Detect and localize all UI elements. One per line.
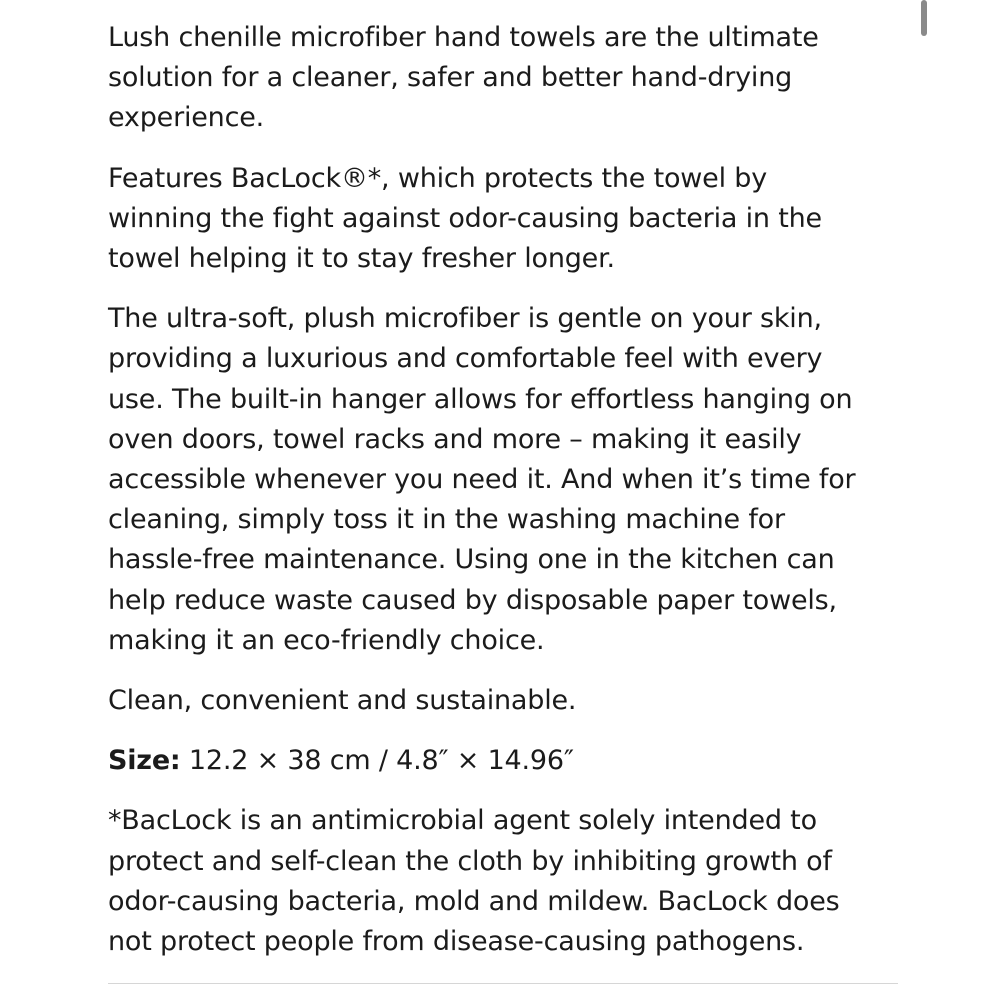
size-label: Size: — [108, 745, 181, 777]
details-line: help reduce waste caused by disposable paper towels, — [108, 584, 837, 616]
details-paragraph — [108, 299, 898, 661]
details-line: accessible whenever you need it. And when it’s time for — [108, 464, 856, 496]
details-line: oven doors, towel racks and more – making it easily — [108, 423, 802, 455]
details-line: use. The built-in hanger allows for effortless hanging on — [108, 383, 853, 415]
details-line: hassle-free maintenance. Using one in the kitchen can — [108, 544, 835, 576]
intro-paragraph — [108, 18, 898, 139]
features-paragraph — [108, 159, 898, 280]
details-line: The ultra-soft, plush microfiber is gentle on your skin, — [108, 303, 822, 335]
footnote-line: protect and self-clean the cloth by inhibiting growth of — [108, 845, 832, 877]
summary-paragraph — [108, 681, 898, 721]
intro-line: experience. — [108, 102, 265, 134]
section-divider — [108, 983, 898, 984]
summary-line: Clean, convenient and sustainable. — [108, 685, 577, 717]
details-line: making it an eco-friendly choice. — [108, 624, 545, 656]
size-value: 12.2 × 38 cm / 4.8″ × 14.96″ — [180, 745, 574, 777]
size-paragraph — [108, 741, 898, 781]
features-line: Features BacLock®*, which protects the towel by — [108, 162, 767, 194]
features-line: winning the fight against odor-causing bacteria in the — [108, 202, 822, 234]
footnote-line: *BacLock is an antimicrobial agent solely intended to — [108, 805, 817, 837]
intro-line: solution for a cleaner, safer and better hand-drying — [108, 62, 793, 94]
footnote-line: odor-causing bacteria, mold and mildew. BacLock does — [108, 885, 840, 917]
footnote-paragraph — [108, 801, 898, 962]
features-line: towel helping it to stay fresher longer. — [108, 243, 615, 275]
product-description — [108, 18, 898, 982]
footnote-line: not protect people from disease-causing pathogens. — [108, 926, 805, 958]
details-line: cleaning, simply toss it in the washing machine for — [108, 504, 785, 536]
intro-line: Lush chenille microfiber hand towels are the ultimate — [108, 22, 819, 53]
scrollbar-thumb[interactable] — [921, 0, 927, 36]
size-line — [108, 741, 898, 781]
details-line: providing a luxurious and comfortable feel with every — [108, 343, 823, 375]
